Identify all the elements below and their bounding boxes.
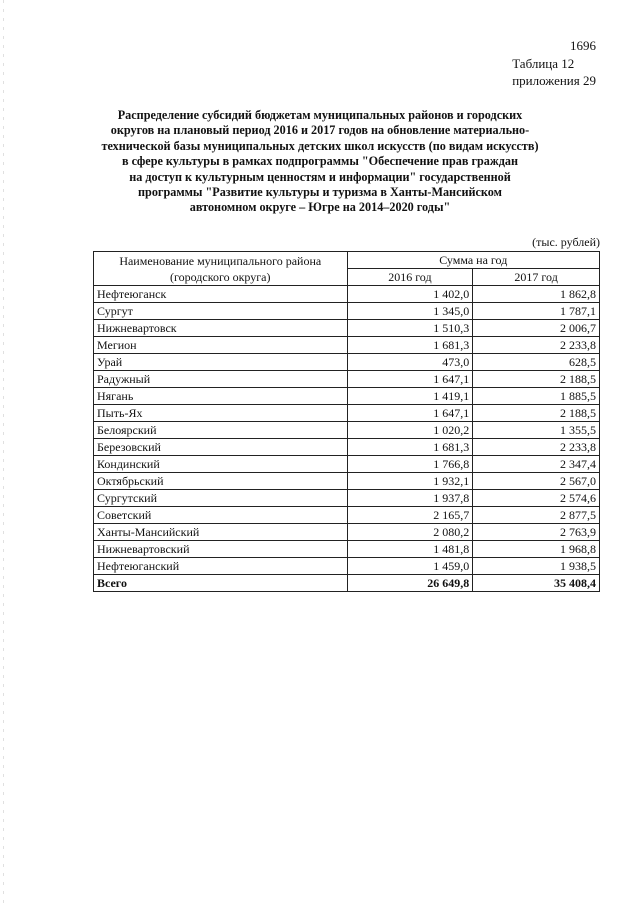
municipality-name: Ханты-Мансийский [94, 524, 348, 541]
value-2017: 2 567,0 [473, 473, 600, 490]
table-row [94, 337, 600, 354]
document-title [95, 108, 545, 216]
col-header-name-line2: (городского округа) [170, 269, 271, 284]
value-2016: 1 510,3 [347, 320, 473, 337]
table-row [94, 558, 600, 575]
value-2017: 2 347,4 [473, 456, 600, 473]
municipality-name: Белоярский [94, 422, 348, 439]
table-row [94, 439, 600, 456]
municipality-name: Нижневартовский [94, 541, 348, 558]
title-line: автономном округе – Югре на 2014–2020 годы" [189, 200, 451, 215]
value-2016: 1 681,3 [347, 337, 473, 354]
value-2016: 1 932,1 [347, 473, 473, 490]
table-row [94, 354, 600, 371]
table-row [94, 320, 600, 337]
title-line: Распределение субсидий бюджетам муниципальных районов и городских [117, 108, 523, 122]
title-line: округов на плановый период 2016 и 2017 годов на обновление материально- [110, 123, 530, 138]
value-2016: 1 345,0 [347, 303, 473, 320]
value-2017: 2 574,6 [473, 490, 600, 507]
table-row [94, 473, 600, 490]
title-line: в сфере культуры в рамках подпрограммы "Обеспечение прав граждан [121, 154, 519, 169]
municipality-name: Урай [94, 354, 348, 371]
total-2017: 35 408,4 [473, 575, 600, 592]
value-2017: 1 787,1 [473, 303, 600, 320]
table-row [94, 371, 600, 388]
page-number: 1696 [570, 38, 596, 53]
municipality-name: Радужный [94, 371, 348, 388]
value-2016: 1 937,8 [347, 490, 473, 507]
value-2016: 1 020,2 [347, 422, 473, 439]
value-2017: 2 877,5 [473, 507, 600, 524]
value-2016: 1 419,1 [347, 388, 473, 405]
value-2017: 628,5 [473, 354, 600, 371]
value-2017: 2 763,9 [473, 524, 600, 541]
table-row [94, 422, 600, 439]
value-2016: 1 681,3 [347, 439, 473, 456]
municipality-name: Нижневартовск [94, 320, 348, 337]
value-2017: 1 862,8 [473, 286, 600, 303]
col-header-sum: Сумма на год [347, 252, 599, 269]
appendix-label: приложения 29 [512, 73, 596, 88]
table-row [94, 490, 600, 507]
value-2017: 2 233,8 [473, 337, 600, 354]
appendix-header [512, 55, 596, 89]
table-row [94, 388, 600, 405]
municipality-name: Советский [94, 507, 348, 524]
municipality-name: Октябрьский [94, 473, 348, 490]
table-row [94, 507, 600, 524]
title-line: технической базы муниципальных детских школ искусств (по видам искусств) [101, 138, 539, 153]
table-body [94, 286, 600, 575]
total-2016: 26 649,8 [347, 575, 473, 592]
table-row [94, 303, 600, 320]
subsidy-table [93, 251, 600, 592]
value-2016: 473,0 [347, 354, 473, 371]
table-row [94, 524, 600, 541]
value-2016: 1 766,8 [347, 456, 473, 473]
municipality-name: Кондинский [94, 456, 348, 473]
value-2017: 2 006,7 [473, 320, 600, 337]
value-2017: 2 188,5 [473, 371, 600, 388]
value-2016: 1 402,0 [347, 286, 473, 303]
table-row [94, 541, 600, 558]
value-2017: 1 885,5 [473, 388, 600, 405]
municipality-name: Нефтеюганск [94, 286, 348, 303]
municipality-name: Березовский [94, 439, 348, 456]
title-line: на доступ к культурным ценностям и информации" государственной [129, 169, 511, 184]
value-2017: 2 233,8 [473, 439, 600, 456]
scan-edge-artifact [3, 0, 4, 905]
total-row [94, 575, 600, 592]
municipality-name: Пыть-Ях [94, 405, 348, 422]
unit-note: (тыс. рублей) [532, 235, 600, 249]
value-2016: 1 647,1 [347, 405, 473, 422]
table-row [94, 286, 600, 303]
table-label: Таблица 12 [512, 56, 575, 71]
municipality-name: Сургутский [94, 490, 348, 507]
municipality-name: Сургут [94, 303, 348, 320]
value-2016: 2 080,2 [347, 524, 473, 541]
col-header-name [94, 252, 348, 286]
total-label: Всего [94, 575, 348, 592]
col-header-2017: 2017 год [473, 269, 600, 286]
table-row [94, 405, 600, 422]
value-2017: 1 938,5 [473, 558, 600, 575]
col-header-name-line1: Наименование муниципального района [119, 253, 322, 268]
municipality-name: Нягань [94, 388, 348, 405]
municipality-name: Нефтеюганский [94, 558, 348, 575]
value-2016: 1 481,8 [347, 541, 473, 558]
title-line: программы "Развитие культуры и туризма в Ханты-Мансийском [138, 185, 502, 200]
col-header-2016: 2016 год [347, 269, 473, 286]
value-2016: 1 647,1 [347, 371, 473, 388]
table-row [94, 456, 600, 473]
municipality-name: Мегион [94, 337, 348, 354]
value-2016: 2 165,7 [347, 507, 473, 524]
value-2017: 2 188,5 [473, 405, 600, 422]
value-2017: 1 355,5 [473, 422, 600, 439]
value-2017: 1 968,8 [473, 541, 600, 558]
value-2016: 1 459,0 [347, 558, 473, 575]
